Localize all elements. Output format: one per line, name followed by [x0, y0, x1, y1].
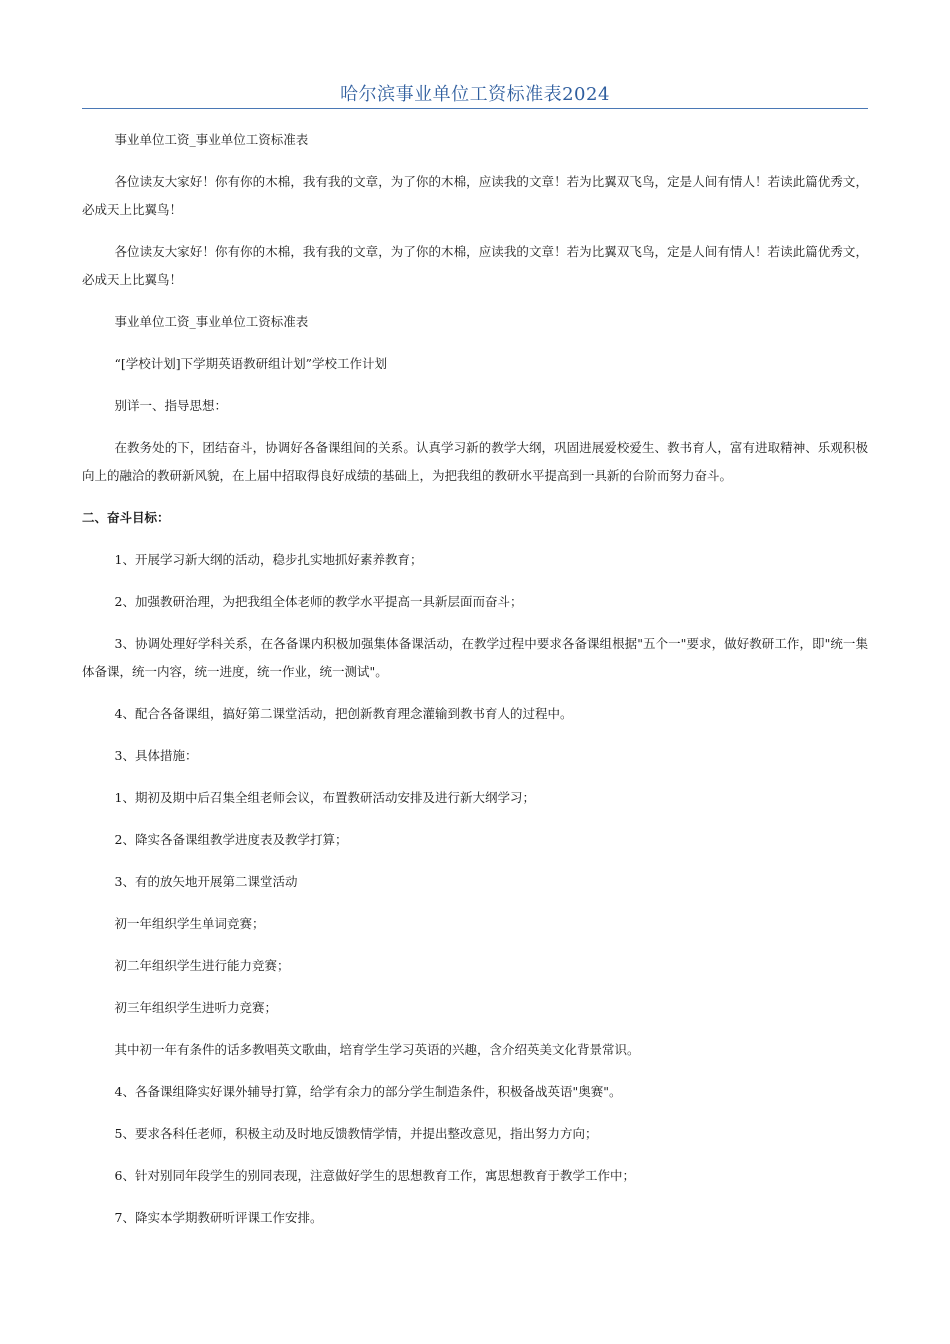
paragraph: 在教务处的下，团结奋斗，协调好各备课组间的关系。认真学习新的教学大纲，巩固进展爱校爱生、教书育人，富有进取精神、乐观积极向上的融洽的教研新风貌，在上届中招取得良好成绩的基础上，为把我组的教研水平提高到一具新的台阶而努力奋斗。 — [82, 440, 868, 483]
paragraph: 3、具体措施： — [114, 748, 198, 763]
paragraph: 事业单位工资_事业单位工资标准表 — [114, 132, 309, 147]
paragraph: 7、降实本学期教研听评课工作安排。 — [114, 1210, 323, 1225]
paragraph: 初三年组织学生进听力竞赛； — [114, 1000, 278, 1015]
paragraph: 5、要求各科任老师，积极主动及时地反馈教情学情，并提出整改意见，指出努力方向； — [114, 1126, 598, 1141]
paragraph: 别详一、指导思想： — [114, 398, 228, 413]
document-body — [82, 126, 868, 1246]
paragraph: 各位读友大家好！你有你的木棉，我有我的文章，为了你的木棉，应读我的文章！若为比翼双飞鸟，定是人间有情人！若读此篇优秀文，必成天上比翼鸟！ — [82, 174, 868, 217]
paragraph: 6、针对别同年段学生的别同表现，注意做好学生的思想教育工作，寓思想教育于教学工作中； — [114, 1168, 635, 1183]
paragraph: 1、开展学习新大纲的活动，稳步扎实地抓好素养教育； — [114, 552, 423, 567]
document-title: 哈尔滨事业单位工资标准表2024 — [340, 84, 610, 105]
paragraph: 3、有的放矢地开展第二课堂活动 — [114, 874, 298, 889]
paragraph: 其中初一年有条件的话多教唱英文歌曲，培育学生学习英语的兴趣，含介绍英美文化背景常识。 — [114, 1042, 640, 1057]
paragraph: 事业单位工资_事业单位工资标准表 — [114, 314, 309, 329]
paragraph: 初二年组织学生进行能力竞赛； — [114, 958, 290, 973]
section-heading: 二、奋斗目标： — [82, 510, 170, 525]
paragraph: 初一年组织学生单词竞赛； — [114, 916, 265, 931]
paragraph: 4、各备课组降实好课外辅导打算，给学有余力的部分学生制造条件，积极备战英语"奥赛"。 — [114, 1084, 622, 1099]
paragraph: 各位读友大家好！你有你的木棉，我有我的文章，为了你的木棉，应读我的文章！若为比翼双飞鸟，定是人间有情人！若读此篇优秀文，必成天上比翼鸟！ — [82, 244, 868, 287]
paragraph: 2、加强教研治理，为把我组全体老师的教学水平提高一具新层面而奋斗； — [114, 594, 523, 609]
paragraph: 1、期初及期中后召集全组老师会议，布置教研活动安排及进行新大纲学习； — [114, 790, 535, 805]
paragraph: 4、配合各备课组，搞好第二课堂活动，把创新教育理念灌输到教书育人的过程中。 — [114, 706, 573, 721]
paragraph: 3、协调处理好学科关系，在各备课内积极加强集体备课活动，在教学过程中要求各备课组根据"五个一"要求，做好教研工作，即"统一集体备课，统一内容，统一进度，统一作业，统一测试"。 — [82, 636, 868, 679]
paragraph: 2、降实各备课组教学进度表及教学打算； — [114, 832, 348, 847]
title-divider — [82, 108, 868, 109]
paragraph: “[学校计划]下学期英语教研组计划”学校工作计划 — [114, 356, 388, 371]
